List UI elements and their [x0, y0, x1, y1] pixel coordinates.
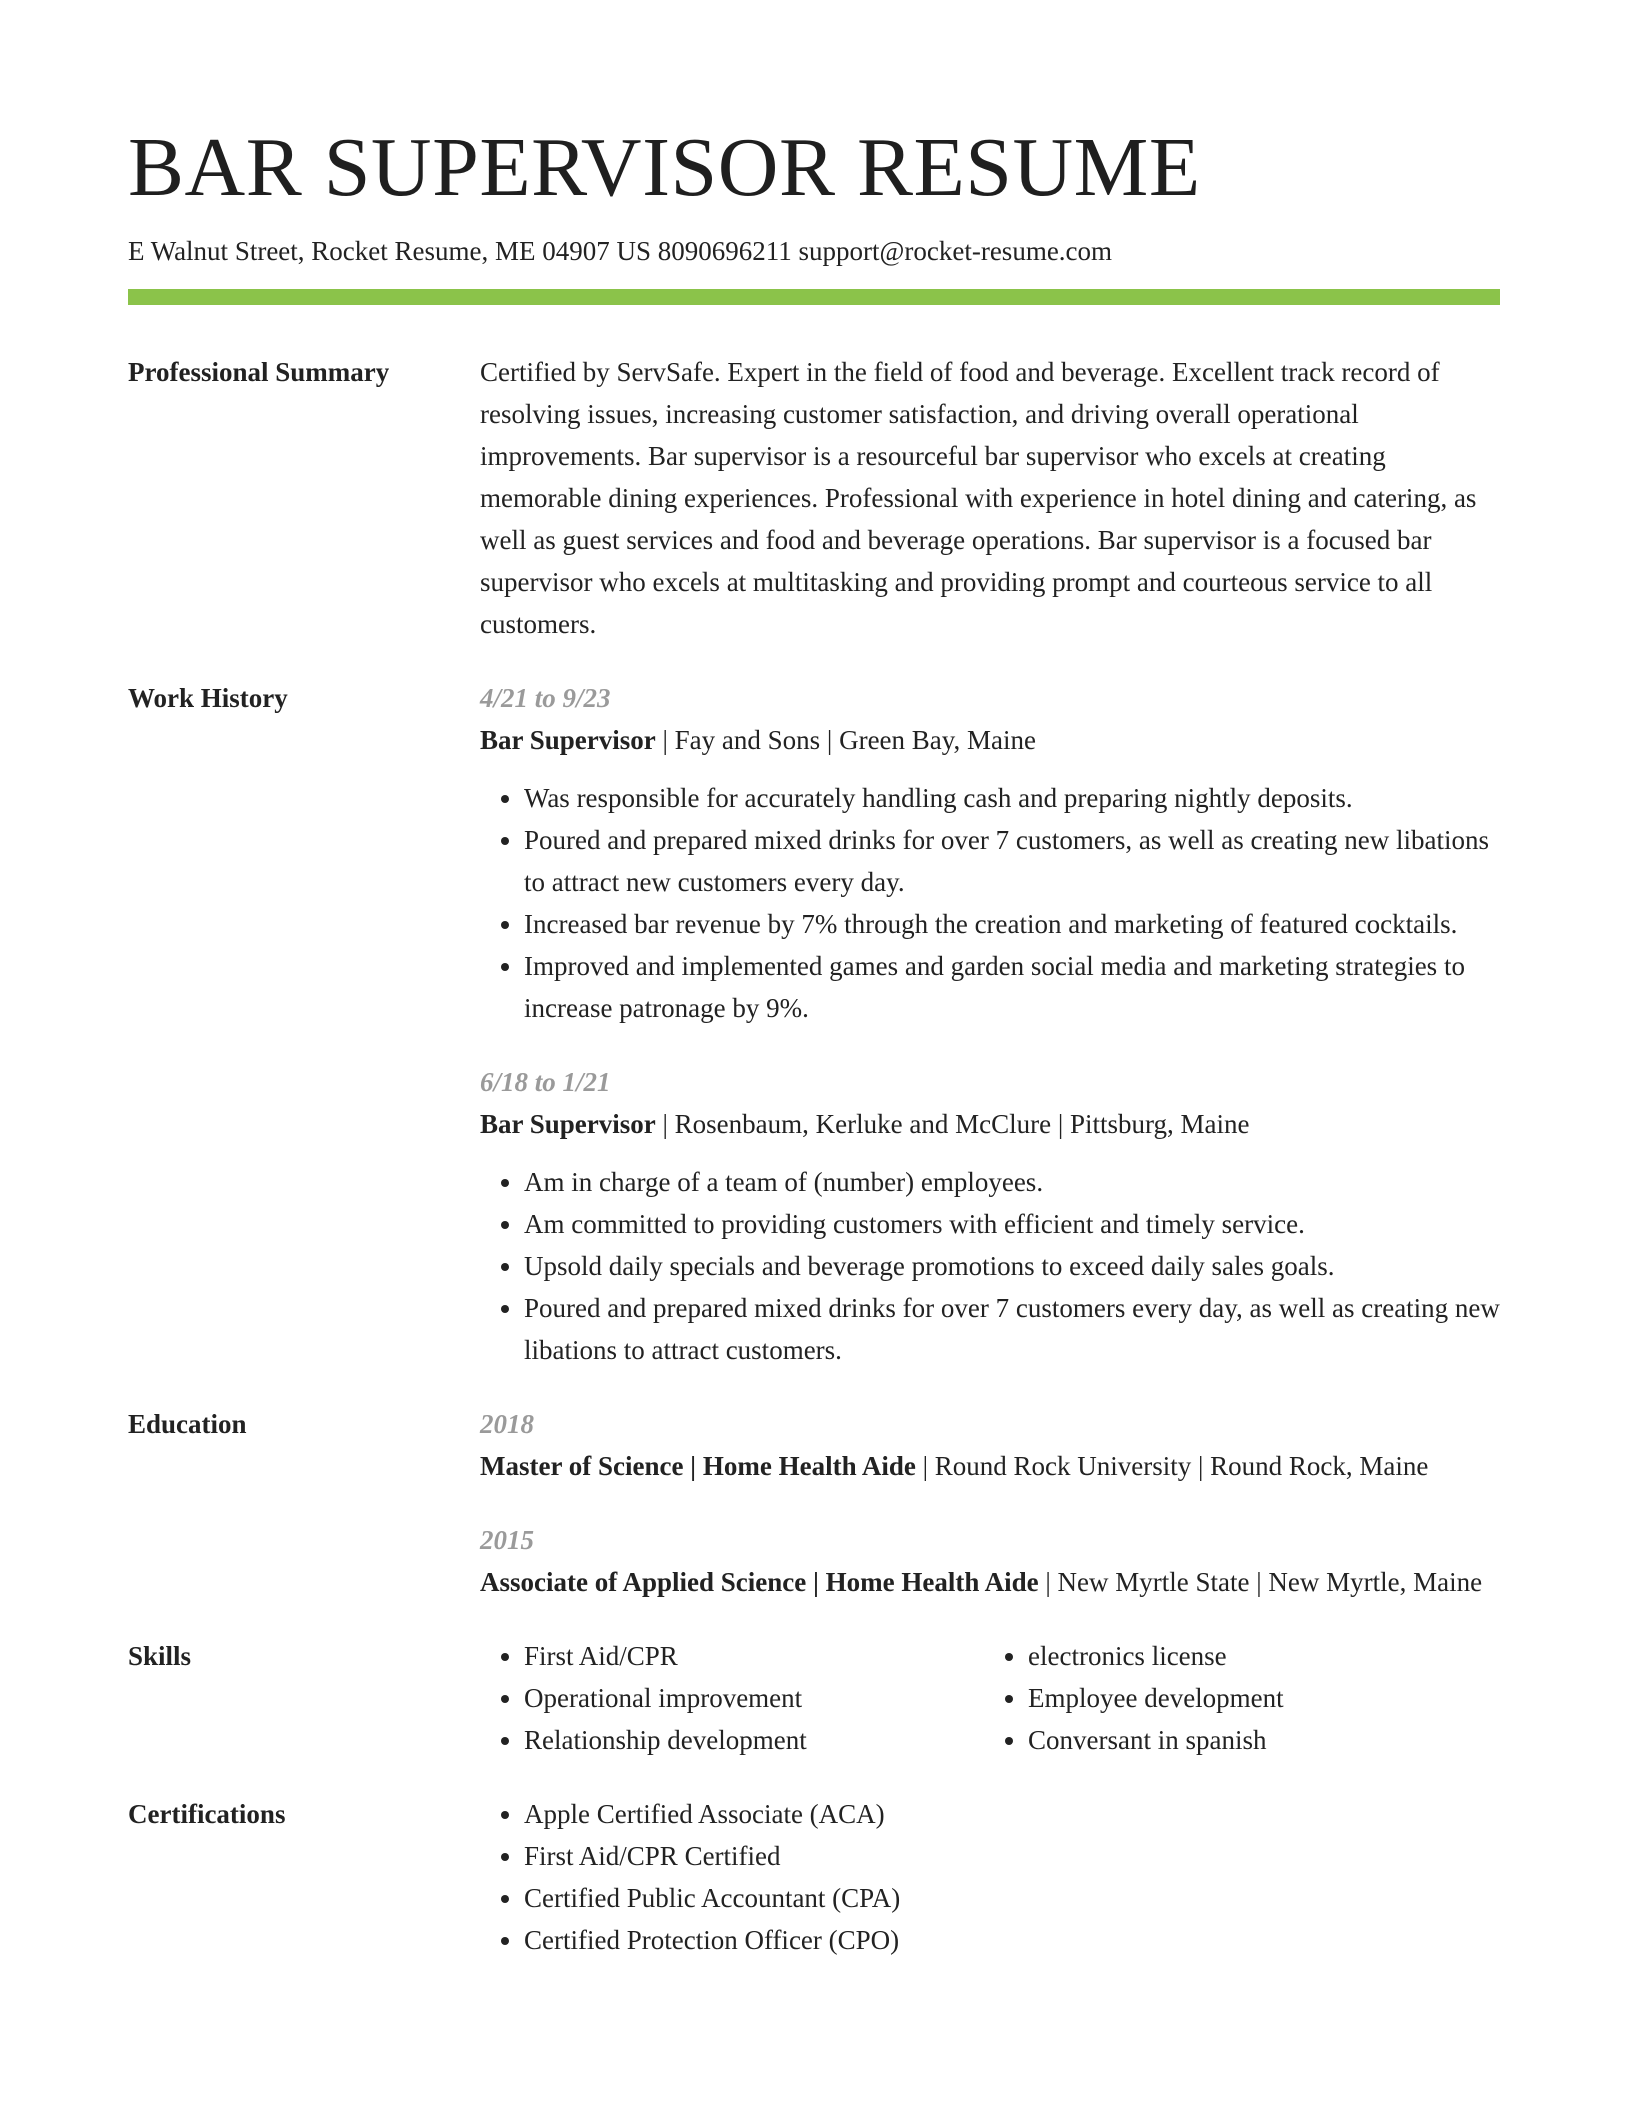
- resume-sections: [128, 351, 1500, 1961]
- section-certifications: [128, 1793, 1500, 1961]
- certification-item: • First Aid/CPR Certified: [524, 1835, 1500, 1877]
- skills-list-left: [480, 1635, 984, 1761]
- education-degree: Master of Science | Home Health Aide: [480, 1451, 916, 1481]
- job-details: | Fay and Sons | Green Bay, Maine: [655, 725, 1037, 755]
- education-details: | New Myrtle State | New Myrtle, Maine: [1038, 1567, 1483, 1597]
- job-entry: [480, 1061, 1500, 1371]
- work-body: [480, 677, 1500, 1371]
- job-title: Bar Supervisor: [480, 725, 656, 755]
- job-bullet: • Was responsible for accurately handling cash and preparing nightly deposits.: [524, 777, 1500, 819]
- job-bullet: • Am in charge of a team of (number) employees.: [524, 1161, 1500, 1203]
- education-date: 2018: [480, 1409, 534, 1439]
- education-date: 2015: [480, 1525, 534, 1555]
- skill-item: • Conversant in spanish: [1028, 1719, 1488, 1761]
- job-date: 6/18 to 1/21: [480, 1067, 611, 1097]
- skill-item: • Employee development: [1028, 1677, 1488, 1719]
- job-entry: [480, 677, 1500, 1029]
- job-bullet: • Poured and prepared mixed drinks for over 7 customers, as well as creating new libations to attract new customers every day.: [524, 819, 1500, 903]
- header-divider: [128, 289, 1500, 305]
- job-title: Bar Supervisor: [480, 1109, 656, 1139]
- job-bullets: [480, 1161, 1500, 1371]
- job-date: 4/21 to 9/23: [480, 683, 611, 713]
- job-bullet: • Upsold daily specials and beverage promotions to exceed daily sales goals.: [524, 1245, 1500, 1287]
- certification-item: • Certified Protection Officer (CPO): [524, 1919, 1500, 1961]
- job-bullet: • Poured and prepared mixed drinks for over 7 customers every day, as well as creating new libations to attract customers.: [524, 1287, 1500, 1371]
- summary-text: Certified by ServSafe. Expert in the field of food and beverage. Excellent track record of resolving issues, increasing customer satisfaction, and driving overall operational improvements. Bar supervisor is a resourceful bar supervisor who excels at creating memorable dining experiences. Professional with experience in hotel dining and catering, as well as guest services and food and beverage operations. Bar supervisor is a focused bar supervisor who excels at multitasking and providing prompt and courteous service to all customers.: [480, 357, 1477, 639]
- section-label-certifications: Certifications: [128, 1799, 286, 1829]
- contact-line: E Walnut Street, Rocket Resume, ME 04907 US 8090696211 support@rocket-resume.com: [128, 236, 1113, 266]
- skills-grid: [480, 1635, 1500, 1761]
- education-line: [480, 1445, 1500, 1487]
- section-label-skills: Skills: [128, 1641, 192, 1671]
- skill-item: • Relationship development: [524, 1719, 984, 1761]
- summary-body: [480, 351, 1500, 645]
- section-label-education: Education: [128, 1409, 247, 1439]
- skills-list-right: [984, 1635, 1488, 1761]
- job-bullet: • Increased bar revenue by 7% through the creation and marketing of featured cocktails.: [524, 903, 1500, 945]
- job-role-line: [480, 719, 1500, 761]
- job-bullet: • Am committed to providing customers with efficient and timely service.: [524, 1203, 1500, 1245]
- education-entry: [480, 1403, 1500, 1487]
- resume-title: BAR SUPERVISOR RESUME: [128, 121, 1201, 214]
- certification-item: • Apple Certified Associate (ACA): [524, 1793, 1500, 1835]
- section-professional-summary: [128, 351, 1500, 645]
- section-education: [128, 1403, 1500, 1603]
- skills-body: [480, 1635, 1500, 1761]
- certifications-list: [480, 1793, 1500, 1961]
- section-label-work: Work History: [128, 683, 288, 713]
- skill-item: • electronics license: [1028, 1635, 1488, 1677]
- section-work-history: [128, 677, 1500, 1371]
- skill-item: • Operational improvement: [524, 1677, 984, 1719]
- job-details: | Rosenbaum, Kerluke and McClure | Pittsburg, Maine: [655, 1109, 1250, 1139]
- education-body: [480, 1403, 1500, 1603]
- skill-item: • First Aid/CPR: [524, 1635, 984, 1677]
- job-bullet: • Improved and implemented games and garden social media and marketing strategies to increase patronage by 9%.: [524, 945, 1500, 1029]
- education-degree: Associate of Applied Science | Home Health Aide: [480, 1567, 1039, 1597]
- section-label-summary: Professional Summary: [128, 357, 390, 387]
- certification-item: • Certified Public Accountant (CPA): [524, 1877, 1500, 1919]
- section-skills: [128, 1635, 1500, 1761]
- education-details: | Round Rock University | Round Rock, Maine: [915, 1451, 1429, 1481]
- education-line: [480, 1561, 1500, 1603]
- job-role-line: [480, 1103, 1500, 1145]
- education-entry: [480, 1519, 1500, 1603]
- job-bullets: [480, 777, 1500, 1029]
- certifications-body: [480, 1793, 1500, 1961]
